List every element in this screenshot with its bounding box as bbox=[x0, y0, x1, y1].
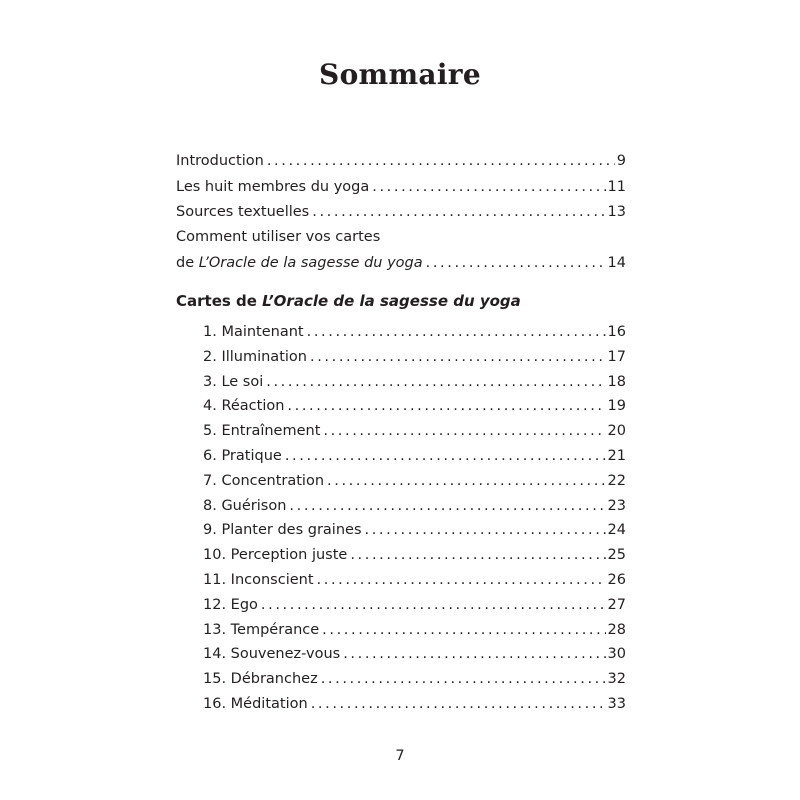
toc-entry-page: 27 bbox=[607, 596, 626, 613]
toc-entry-page: 16 bbox=[607, 324, 626, 340]
toc-card-entry[interactable] bbox=[203, 496, 626, 516]
dot-leader bbox=[311, 694, 606, 714]
toc-entry-label: 12. Ego bbox=[203, 596, 258, 613]
toc-card-entry[interactable] bbox=[203, 471, 626, 491]
toc-entry-page: 18 bbox=[607, 373, 626, 390]
toc-entry-page: 9 bbox=[616, 153, 626, 169]
toc-entry-label bbox=[176, 253, 423, 273]
toc-entry-huit-membres[interactable] bbox=[176, 177, 626, 197]
toc-entry-sources-textuelles[interactable] bbox=[176, 202, 626, 222]
dot-leader bbox=[307, 322, 606, 342]
dot-leader bbox=[287, 396, 605, 416]
toc-entry-page: 30 bbox=[607, 646, 626, 663]
toc-entry-label: Sources textuelles bbox=[176, 204, 310, 220]
section-heading-prefix: Cartes de bbox=[176, 292, 263, 310]
toc-entry-page: 19 bbox=[607, 398, 626, 415]
toc-entry-label: 10. Perception juste bbox=[203, 547, 348, 564]
dot-leader bbox=[310, 347, 606, 367]
toc-card-entry[interactable] bbox=[203, 595, 626, 615]
dot-leader bbox=[321, 669, 606, 689]
dot-leader bbox=[261, 595, 606, 615]
toc-card-entry[interactable] bbox=[203, 520, 626, 540]
toc-card-entry[interactable] bbox=[203, 694, 626, 714]
howto-prefix: de bbox=[176, 255, 199, 271]
toc-entry-page: 17 bbox=[607, 348, 626, 365]
toc-entry-page: 24 bbox=[607, 522, 626, 539]
toc-entry-page: 23 bbox=[607, 497, 626, 514]
dot-leader bbox=[365, 520, 606, 540]
toc-entry-label: Les huit membres du yoga bbox=[176, 179, 370, 195]
toc-entry-label: 13. Tempérance bbox=[203, 621, 320, 638]
toc-entry-page: 11 bbox=[607, 179, 626, 195]
toc-entry-label: 9. Planter des graines bbox=[203, 522, 362, 539]
toc-entry-label: 2. Illumination bbox=[203, 348, 307, 365]
dot-leader bbox=[323, 421, 605, 441]
toc-entry-label: Introduction bbox=[176, 153, 264, 169]
toc-entry-label: 7. Concentration bbox=[203, 472, 325, 489]
toc-entry-label: 1. Maintenant bbox=[203, 324, 304, 340]
dot-leader bbox=[426, 253, 606, 273]
toc-entry-label: 6. Pratique bbox=[203, 448, 282, 464]
page-title: Sommaire bbox=[319, 58, 481, 91]
toc-card-entry[interactable] bbox=[203, 396, 626, 416]
toc-entry-howto[interactable] bbox=[176, 253, 626, 273]
dot-leader bbox=[343, 644, 605, 664]
dot-leader bbox=[317, 570, 606, 590]
toc-entry-label: 11. Inconscient bbox=[203, 572, 314, 588]
dot-leader bbox=[285, 446, 606, 466]
toc-card-entry[interactable] bbox=[203, 545, 626, 565]
toc-entry-page: 32 bbox=[607, 671, 626, 688]
toc-entry-page: 33 bbox=[607, 696, 626, 712]
toc-card-entry[interactable] bbox=[203, 570, 626, 590]
dot-leader bbox=[322, 620, 605, 640]
toc-entry-page: 21 bbox=[607, 448, 626, 464]
dot-leader bbox=[312, 202, 605, 222]
dot-leader bbox=[289, 496, 605, 516]
dot-leader bbox=[372, 177, 605, 197]
page-number: 7 bbox=[395, 748, 405, 764]
toc-entry-label: 3. Le soi bbox=[203, 373, 264, 390]
toc-card-entry[interactable] bbox=[203, 372, 626, 392]
toc-entry-page: 22 bbox=[607, 472, 626, 489]
toc-entry-label: 4. Réaction bbox=[203, 398, 285, 415]
toc-entry-introduction[interactable] bbox=[176, 151, 626, 171]
toc-entry-label: 16. Méditation bbox=[203, 696, 308, 712]
section-heading-book-title: L’Oracle de la sagesse du yoga bbox=[262, 292, 521, 310]
toc-card-entry[interactable] bbox=[203, 620, 626, 640]
dot-leader bbox=[350, 545, 605, 565]
toc-entry-label: 5. Entraînement bbox=[203, 423, 321, 440]
howto-book-title: L’Oracle de la sagesse du yoga bbox=[198, 255, 423, 271]
dot-leader bbox=[267, 151, 615, 171]
toc-card-entry[interactable] bbox=[203, 669, 626, 689]
dot-leader bbox=[266, 372, 605, 392]
toc-entry-page: 28 bbox=[607, 621, 626, 638]
toc-card-entry[interactable] bbox=[203, 421, 626, 441]
toc-entry-page: 20 bbox=[607, 423, 626, 440]
toc-card-entry[interactable] bbox=[203, 446, 626, 466]
toc-entry-page: 26 bbox=[607, 572, 626, 588]
toc-entry-howto-line1[interactable]: Comment utiliser vos cartes bbox=[176, 229, 381, 245]
dot-leader bbox=[327, 471, 606, 491]
toc-entry-label: 15. Débranchez bbox=[203, 671, 318, 688]
toc-entry-label: 8. Guérison bbox=[203, 497, 287, 514]
toc-entry-page: 13 bbox=[607, 204, 626, 220]
toc-card-entry[interactable] bbox=[203, 644, 626, 664]
section-heading bbox=[176, 291, 521, 311]
toc-entry-page: 25 bbox=[607, 547, 626, 564]
toc-card-entry[interactable] bbox=[203, 322, 626, 342]
toc-entry-label: 14. Souvenez-vous bbox=[203, 646, 341, 663]
toc-card-entry[interactable] bbox=[203, 347, 626, 367]
toc-entry-page: 14 bbox=[607, 255, 626, 271]
